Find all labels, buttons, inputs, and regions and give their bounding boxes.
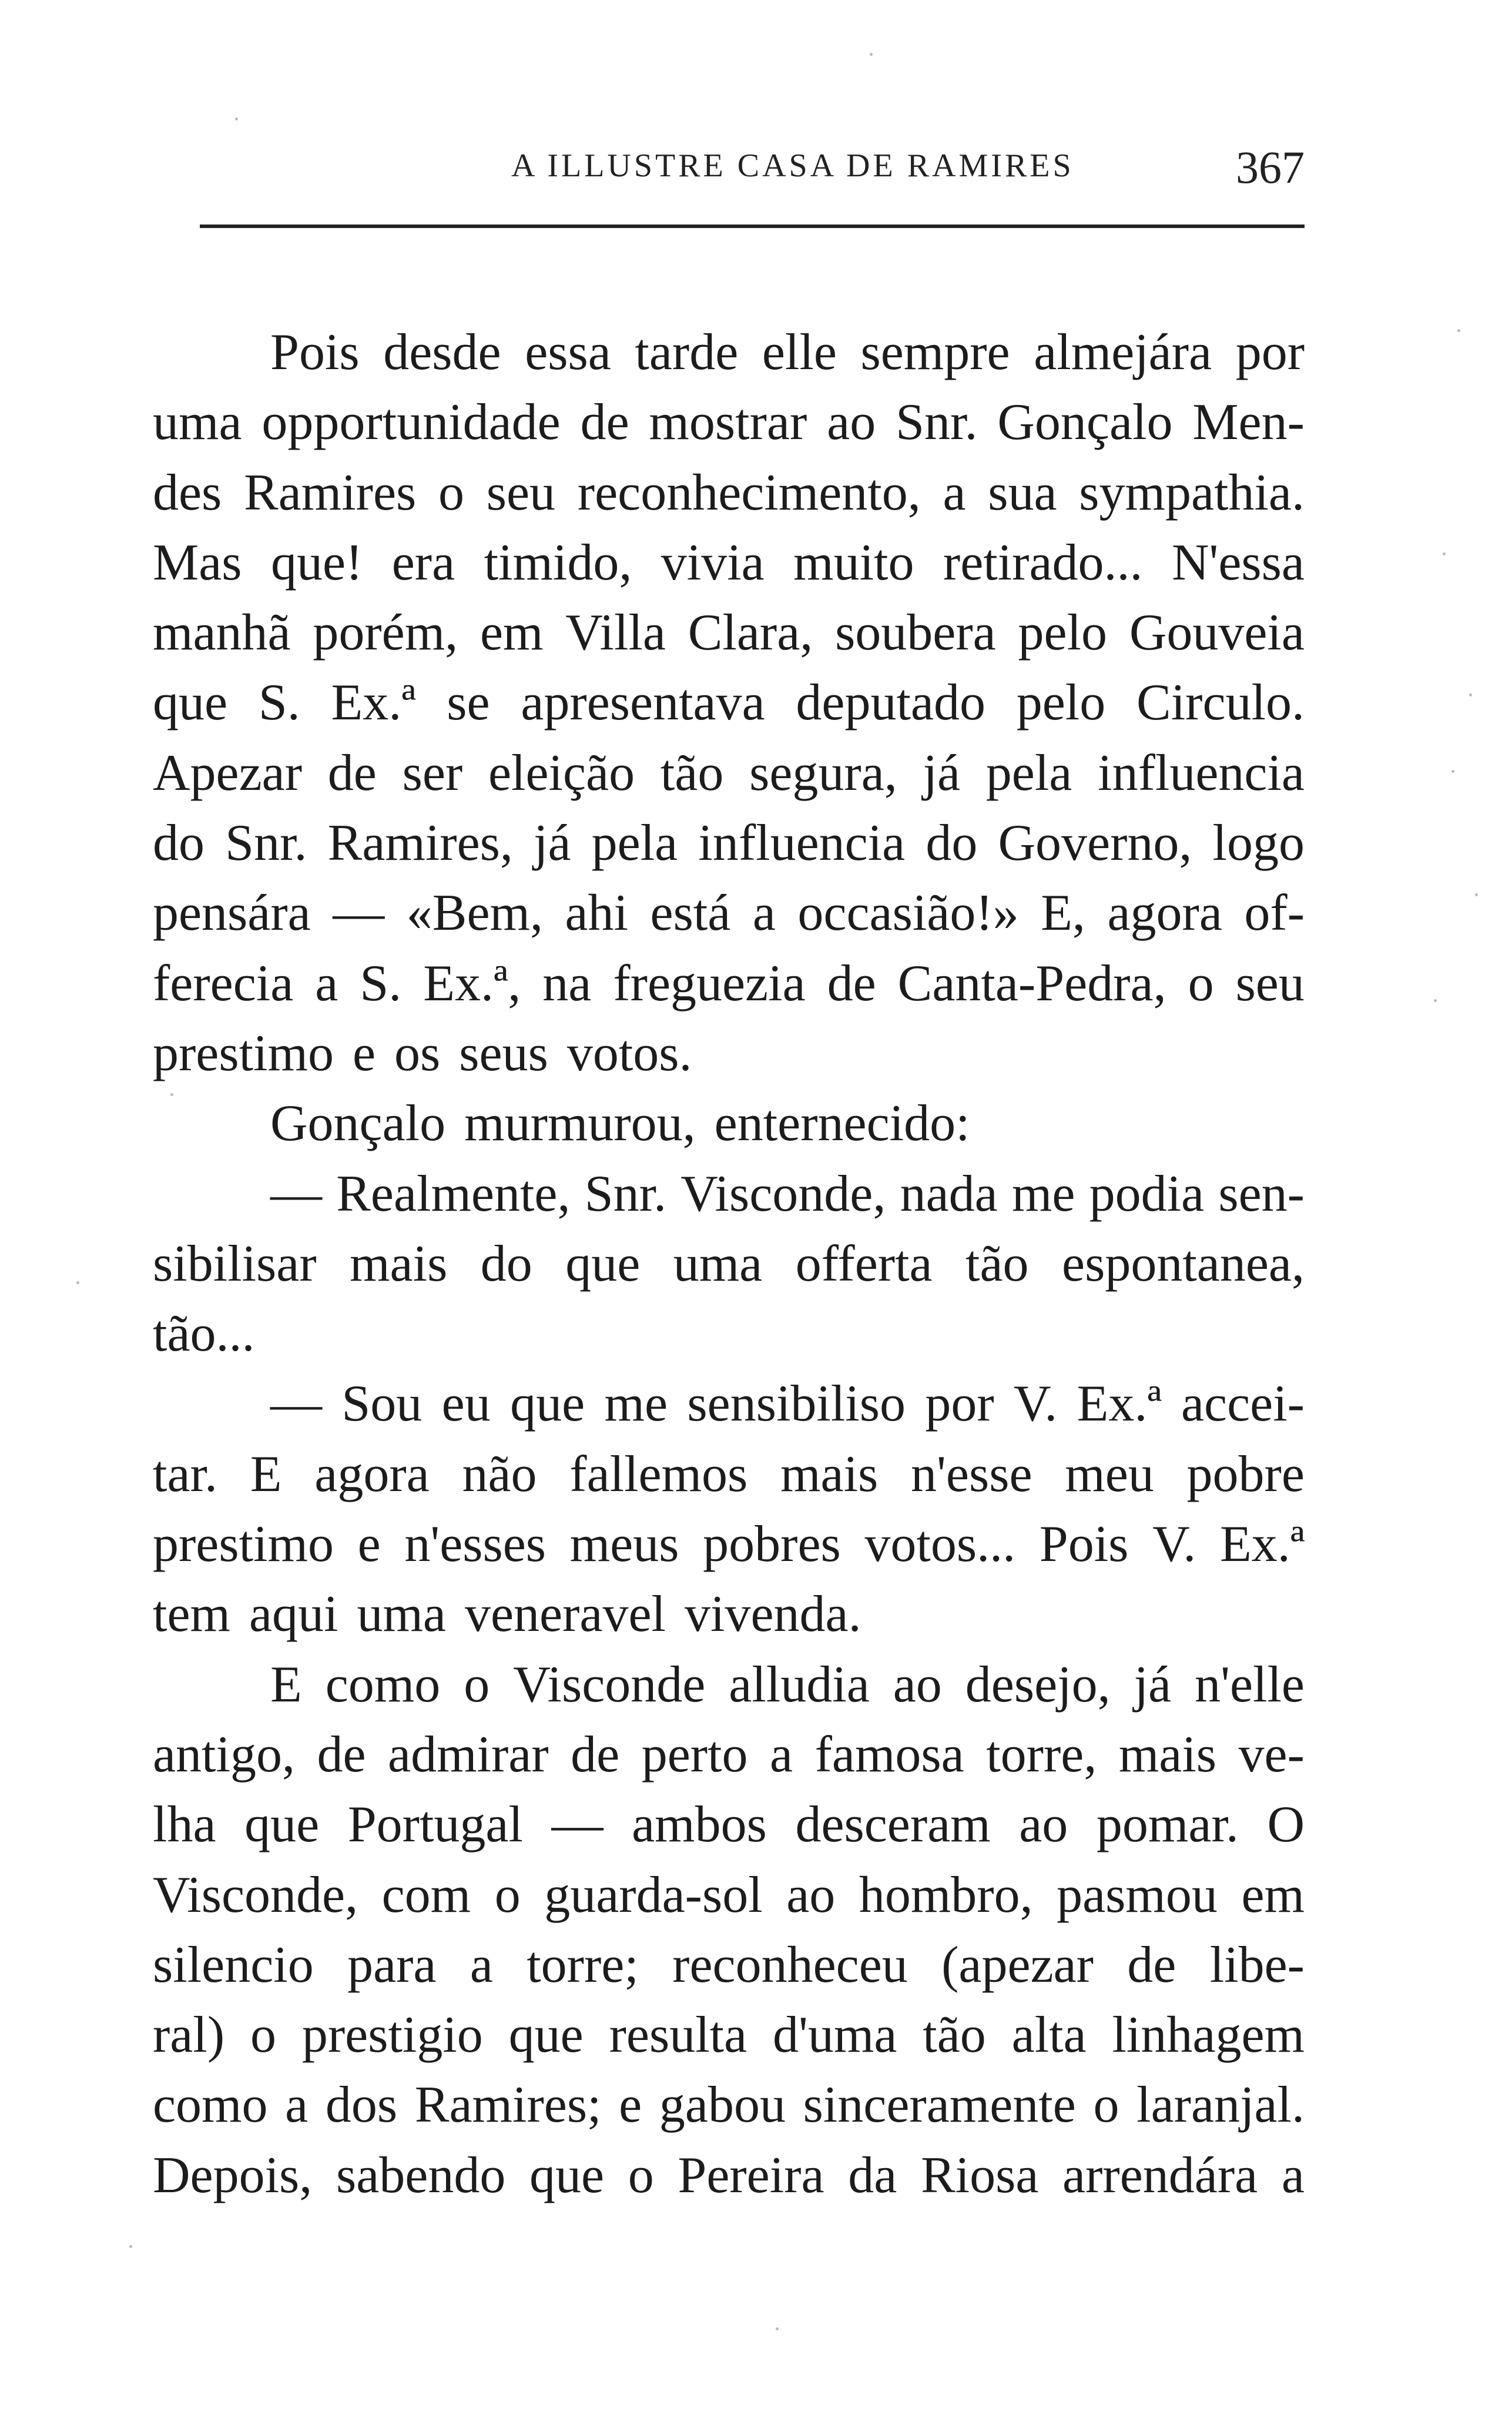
scan-speck [1451,770,1454,773]
text-line: Apezar de ser eleição tão segura, já pela influencia [153,744,1305,802]
text-line: ral) o prestigio que resulta d'uma tão alta linhagem [153,2006,1305,2064]
text-line: E como o Visconde alludia ao desejo, já n'elle [270,1656,1305,1713]
scan-speck [870,53,873,56]
scan-speck [170,1093,173,1096]
scan-speck [1434,999,1437,1002]
text-line: Gonçalo murmurou, enternecido: [270,1095,970,1153]
scan-speck [1475,893,1478,896]
text-line: lha que Portugal — ambos desceram ao pomar. O [153,1796,1305,1854]
text-line: pensára — «Bem, ahi está a occasião!» E, agora of- [153,885,1305,942]
text-line: Visconde, com o guarda-sol ao hombro, pasmou em [153,1866,1305,1924]
text-line: — Sou eu que me sensibiliso por V. Ex.ª accei- [270,1375,1305,1433]
scan-speck [129,2245,132,2248]
header-rule [200,225,1305,228]
running-title: A ILLUSTRE CASA DE RAMIRES [511,148,1074,184]
body-text [153,317,1305,2210]
text-line: silencio para a torre; reconheceu (apezar de libe- [153,1936,1305,1994]
text-line: prestimo e n'esses meus pobres votos... Pois V. Ex.ª [153,1516,1305,1573]
text-line: tar. E agora não fallemos mais n'esse meu pobre [153,1445,1305,1503]
text-line: sibilisar mais do que uma offerta tão espontanea, [153,1235,1305,1292]
text-line: antigo, de admirar de perto a famosa torre, mais ve- [153,1726,1305,1783]
text-line: do Snr. Ramires, já pela influencia do Governo, logo [153,815,1305,872]
text-line: Depois, sabendo que o Pereira da Riosa arrendára a [153,2146,1305,2204]
text-line: que S. Ex.ª se apresentava deputado pelo Circulo. [153,674,1305,732]
text-line: ferecia a S. Ex.ª, na freguezia de Canta-Pedra, o seu [153,954,1305,1012]
text-line: manhã porém, em Villa Clara, soubera pelo Gouveia [153,604,1305,662]
scan-speck [235,118,238,120]
scan-speck [76,1281,79,1284]
scan-speck [1443,552,1446,555]
text-line: Mas que! era timido, vivia muito retirado... N'essa [153,534,1305,591]
page-header [200,141,1305,206]
page-number: 367 [1236,142,1305,193]
scan-speck [1457,329,1460,332]
text-line: uma opportunidade de mostrar ao Snr. Gonçalo Men- [153,394,1305,451]
text-line: tem aqui uma veneravel vivenda. [153,1586,861,1643]
text-line: Pois desde essa tarde elle sempre almejára por [270,324,1305,381]
text-line: des Ramires o seu reconhecimento, a sua sympathia. [153,464,1305,521]
text-line: tão... [153,1305,255,1363]
text-line: — Realmente, Snr. Visconde, nada me podia sen- [270,1165,1305,1222]
text-line: prestimo e os seus votos. [153,1024,692,1082]
text-line: como a dos Ramires; e gabou sinceramente o laranjal. [153,2076,1305,2134]
scan-speck [1469,694,1472,696]
scan-speck [776,2327,779,2330]
